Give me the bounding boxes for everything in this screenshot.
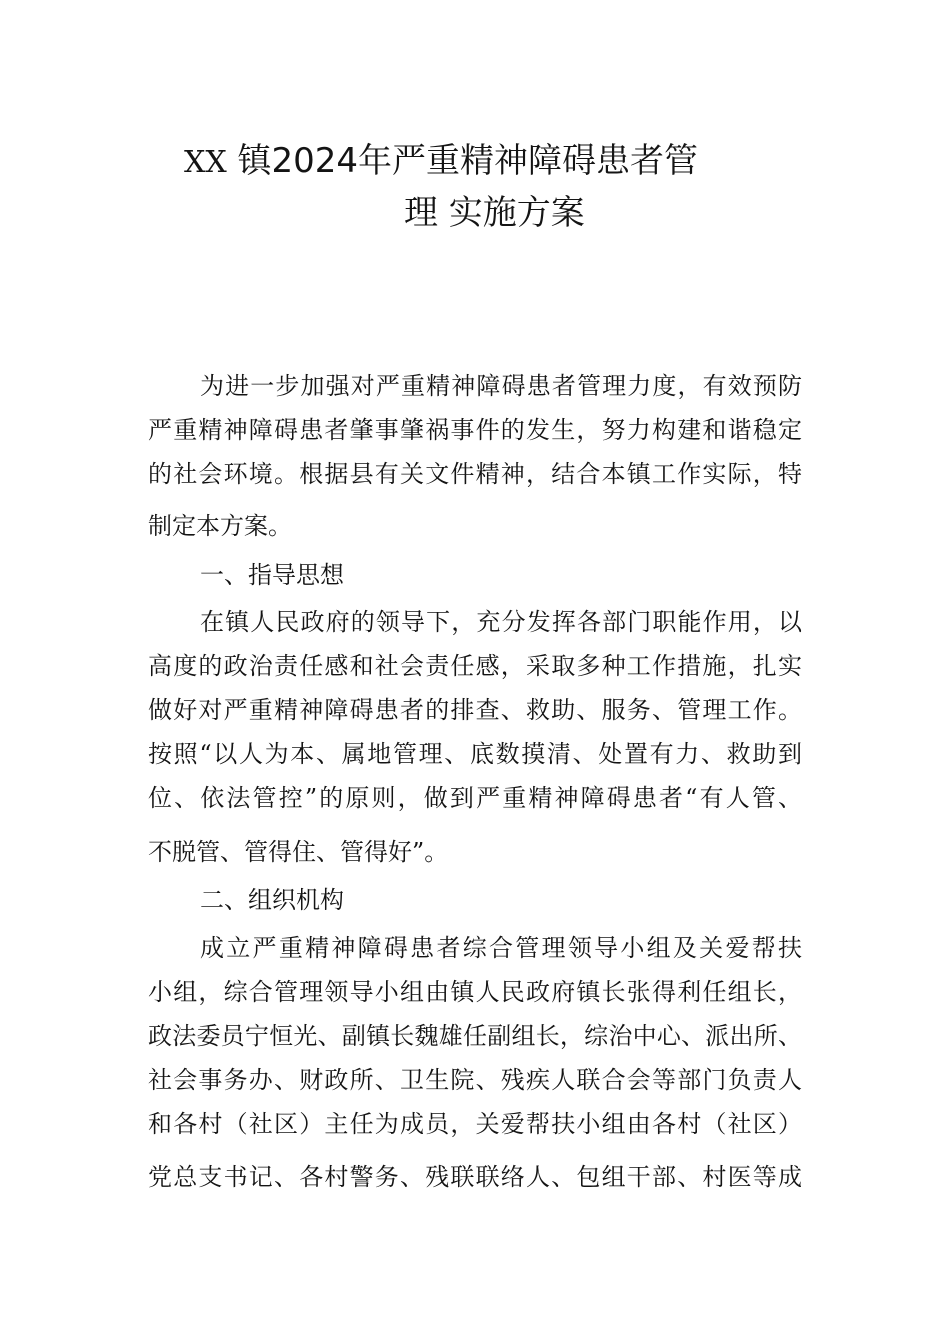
body-line: 政法委员宁恒光、副镇长魏雄任副组长，综治中心、派出所、 <box>148 1022 802 1050</box>
body-line: 社会事务办、财政所、卫生院、残疾人联合会等部门负责人 <box>148 1066 802 1094</box>
body-line: 和各村（社区）主任为成员，关爱帮扶小组由各村（社区） <box>148 1110 802 1138</box>
body-line: 位、依法管控”的原则，做到严重精神障碍患者“有人管、 <box>148 784 802 812</box>
body-line: 做好对严重精神障碍患者的排查、救助、服务、管理工作。 <box>148 696 802 724</box>
body-line: 的社会环境。根据县有关文件精神，结合本镇工作实际，特 <box>148 460 802 488</box>
section-heading: 一、指导思想 <box>200 561 344 589</box>
body-line: 在镇人民政府的领导下，充分发挥各部门职能作用，以 <box>200 608 802 636</box>
body-line: 按照“以人为本、属地管理、底数摸清、处置有力、救助到 <box>148 740 802 768</box>
body-line: 不脱管、管得住、管得好”。 <box>148 838 449 866</box>
body-line: 高度的政治责任感和社会责任感，采取多种工作措施，扎实 <box>148 652 802 680</box>
body-line: 党总支书记、各村警务、残联联络人、包组干部、村医等成 <box>148 1163 802 1191</box>
document-title-line-1 <box>184 141 699 181</box>
body-line: 成立严重精神障碍患者综合管理领导小组及关爱帮扶 <box>200 934 802 962</box>
body-line: 制定本方案。 <box>148 512 292 540</box>
body-line: 小组，综合管理领导小组由镇人民政府镇长张得利任组长， <box>148 978 802 1006</box>
title-main: 镇2024年严重精神障碍患者管 <box>237 141 699 181</box>
section-heading: 二、组织机构 <box>200 886 344 914</box>
body-line: 为进一步加强对严重精神障碍患者管理力度，有效预防 <box>200 372 802 400</box>
body-line: 严重精神障碍患者肇事肇祸事件的发生，努力构建和谐稳定 <box>148 416 802 444</box>
title-prefix: XX <box>184 145 227 180</box>
document-title-line-2: 理 实施方案 <box>404 193 585 233</box>
